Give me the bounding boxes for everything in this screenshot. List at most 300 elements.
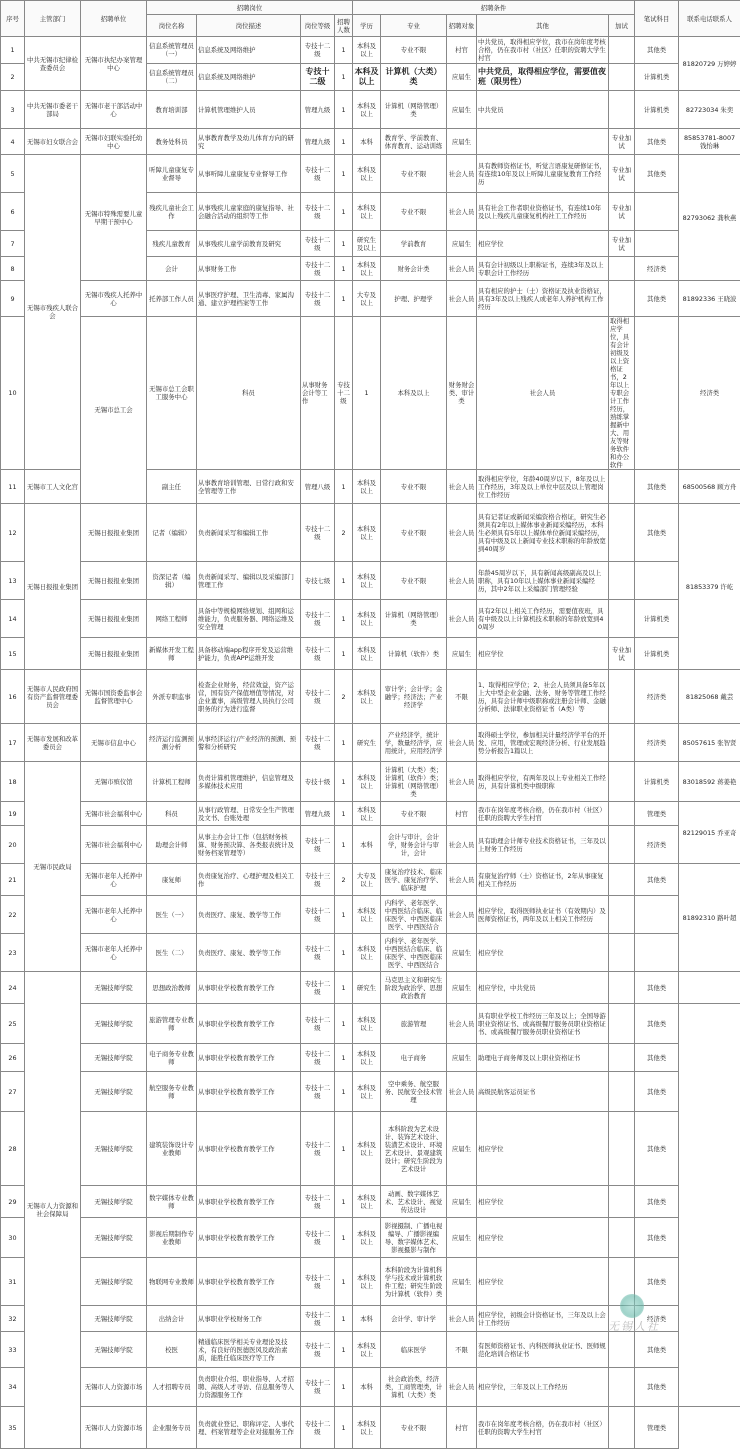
row-position-level: 专技十二级	[301, 1112, 335, 1186]
row-position-desc: 负责新闻采写、编辑以及采编部门管理工作	[197, 562, 301, 600]
row-target: 社会人员	[447, 281, 477, 317]
row-unit: 无锡市特殊需要儿童早期干预中心	[81, 155, 147, 281]
row-edu: 本科及以上	[353, 802, 381, 826]
row-exam: 计算机类	[635, 91, 679, 129]
row-seq: 33	[1, 1332, 25, 1368]
row-unit: 无锡市殡仪馆	[81, 762, 147, 802]
row-other: 取得相应学位，年龄40周岁以下，8年及以上工作经历，3年及以上单位中层及以上管理岗位工作经历	[477, 470, 609, 504]
row-dept: 无锡市人力资源和社会保障局	[25, 972, 81, 1449]
watermark	[598, 1300, 738, 1340]
row-edu: 本科及以上	[353, 37, 381, 64]
row-seq: 24	[1, 972, 25, 1004]
row-count: 1	[335, 64, 353, 91]
row-edu: 本科及以上	[353, 762, 381, 802]
row-count: 1	[335, 37, 353, 64]
row-seq: 15	[1, 638, 25, 670]
row-edu: 本科及以上	[353, 193, 381, 231]
row-position-desc: 从事职业学校教育教学工作	[197, 1112, 301, 1186]
row-other	[477, 129, 609, 155]
row-major: 专业不限	[381, 504, 447, 562]
row-position-desc: 从事财务工作	[197, 257, 301, 281]
row-count: 1	[335, 1112, 353, 1186]
row-edu: 本科及以上	[353, 64, 381, 91]
row-major: 产业经济学，统计学，数量经济学，应用统计，应用经济学	[381, 724, 447, 762]
row-other: 相应学位，取得医师执业证书（有效期内）及医师资格证书，两年及以上相关工作经历	[477, 896, 609, 934]
row-dept: 无锡市妇女联合会	[25, 129, 81, 155]
row-exam: 其他类	[635, 1186, 679, 1218]
row-position-name: 电子商务专业教师	[147, 1044, 197, 1072]
row-position-name: 记者（编辑）	[147, 504, 197, 562]
row-major: 计算机（大类）类；计算机（软件）类；计算机（网络管理）类	[381, 762, 447, 802]
row-count: 1	[335, 826, 353, 864]
table-row	[1, 802, 740, 826]
row-count: 1	[335, 1044, 353, 1072]
row-seq: 2	[1, 64, 25, 91]
row-seq: 34	[1, 1368, 25, 1407]
table-row	[1, 504, 740, 562]
row-position-desc: 从事经济运行/产业经济的预测、预警和分析研究	[197, 724, 301, 762]
row-position-name: 会计	[147, 257, 197, 281]
row-position-level: 专技十二级	[301, 155, 335, 193]
row-major: 内科学、老年医学、中西医结合临床、临床医学、中西医临床医学、中西医结合	[381, 896, 447, 934]
header-edu: 学历	[353, 15, 381, 37]
row-major: 电子商务	[381, 1044, 447, 1072]
row-count: 2	[335, 504, 353, 562]
row-other: 相应学位	[477, 1112, 609, 1186]
row-contact: 82793062 龚秋燕	[679, 155, 740, 281]
row-exam: 其他类	[635, 1004, 679, 1044]
row-extra-test	[609, 1044, 635, 1072]
row-unit: 无锡市老干部活动中心	[81, 91, 147, 129]
row-target: 村官	[447, 1407, 477, 1449]
row-other: 相应学位，三年及以上工作经历	[477, 1368, 609, 1407]
row-exam: 经济类	[635, 670, 679, 724]
row-position-level: 专技十二级	[301, 1044, 335, 1072]
row-extra-test	[609, 562, 635, 600]
row-edu: 本科及以上	[353, 562, 381, 600]
row-seq: 10	[1, 317, 25, 470]
row-position-name: 外派专职监事	[147, 670, 197, 724]
row-count: 1	[335, 129, 353, 155]
row-count: 1	[335, 896, 353, 934]
row-unit: 无锡市国资委监事会监督管理中心	[81, 670, 147, 724]
row-other: 相应学位，初级会计资格证书，三年及以上会计工作经历	[477, 1306, 609, 1332]
row-edu: 本科及以上	[353, 1407, 381, 1449]
table-row	[1, 91, 740, 129]
row-position-level: 专技十二级	[301, 1368, 335, 1407]
row-seq: 16	[1, 670, 25, 724]
row-target: 社会人员	[447, 562, 477, 600]
row-other: 有医师资格证书、内科医师执业证书、医师规范化培训合格证书	[477, 1332, 609, 1368]
row-position-name: 听障儿童康复专业督导	[147, 155, 197, 193]
row-contact: 82129015 乔亚奇	[679, 802, 740, 864]
row-target: 应届生	[447, 1112, 477, 1186]
row-position-desc: 具备移动端app程序开发及运营维护能力，负责APP运维开发	[197, 638, 301, 670]
row-count: 1	[335, 972, 353, 1004]
row-position-desc: 计算机管理维护人员	[197, 91, 301, 129]
row-position-name: 校医	[147, 1332, 197, 1368]
row-position-desc: 从事主办会计工作（包括财务核算、财务预决算、各类报表统计及财务档案管理等）	[197, 826, 301, 864]
row-exam	[635, 562, 679, 600]
row-edu: 本科及以上	[353, 638, 381, 670]
row-position-name: 影视后期制作专业教师	[147, 1218, 197, 1258]
row-exam: 管理类	[635, 1407, 679, 1449]
row-unit: 无锡市人力资源市场	[81, 1368, 147, 1407]
row-extra-test	[609, 281, 635, 317]
row-position-name: 信息系统管理员（二）	[147, 64, 197, 91]
row-other: 有康复治疗师（士）资格证书，2年从事康复相关工作经历	[477, 864, 609, 896]
row-major: 专业不限	[381, 562, 447, 600]
row-extra-test	[609, 1218, 635, 1258]
row-other: 相应学位	[477, 1258, 609, 1306]
row-other: 取得相应学位，有两年及以上专业相关工作经历，具有计算机类中级职称	[477, 762, 609, 802]
row-position-desc: 检查企业财务，经营效益，资产运营，国有资产保值增值等情况，对企业董事，高级管理人员执行公司职务的行为进行监督	[197, 670, 301, 724]
header-target: 招聘对象	[447, 15, 477, 37]
table-row	[1, 1186, 740, 1218]
row-position-level: 专技十二级	[301, 281, 335, 317]
row-unit: 无锡技师学院	[81, 1258, 147, 1306]
row-position-name: 托养部工作人员	[147, 281, 197, 317]
row-position-level: 管理九级	[301, 129, 335, 155]
row-extra-test	[609, 762, 635, 802]
table-row	[1, 724, 740, 762]
row-major: 学前教育	[381, 231, 447, 257]
header-conditions-group: 招聘条件	[353, 1, 635, 15]
row-position-desc: 从事职业学校教育教学工作	[197, 1072, 301, 1112]
row-exam: 其他类	[635, 1112, 679, 1186]
row-seq: 8	[1, 257, 25, 281]
row-major: 会计学、审计学	[381, 1306, 447, 1332]
row-major: 社会政治类，经济类，工商管理类，计算机（大类）类	[381, 1368, 447, 1407]
row-seq: 20	[1, 826, 25, 864]
row-count: 1	[335, 600, 353, 638]
row-extra-test	[609, 972, 635, 1004]
row-count: 1	[335, 193, 353, 231]
table-row	[1, 37, 740, 64]
row-contact: 85057615 张智贤	[679, 724, 740, 762]
row-position-level: 专技十二级	[301, 896, 335, 934]
row-contact: 81820729 万婷婷	[679, 37, 740, 91]
row-other: 我市在岗年度考核合格，仍在我市村（社区）任职的资聘大学生村官	[477, 802, 609, 826]
row-count: 1	[335, 762, 353, 802]
row-extra-test	[609, 1368, 635, 1407]
row-position-name: 计算机工程师	[147, 762, 197, 802]
row-target: 应届生	[447, 1186, 477, 1218]
row-seq: 19	[1, 802, 25, 826]
row-seq: 29	[1, 1186, 25, 1218]
row-target: 社会人员	[447, 470, 477, 504]
row-unit: 无锡市执纪办案管理中心	[81, 37, 147, 91]
row-other: 相应学位	[477, 231, 609, 257]
row-major: 动画、数字媒体艺术、艺术设计、视觉传达设计	[381, 1186, 447, 1218]
row-edu: 本科及以上	[353, 1258, 381, 1306]
row-major: 专业不限	[381, 37, 447, 64]
row-extra-test: 专业加试	[609, 231, 635, 257]
row-unit: 无锡日报报业集团	[81, 562, 147, 600]
row-seq: 22	[1, 896, 25, 934]
row-exam: 计算机类	[635, 64, 679, 91]
row-position-level: 专技十级	[301, 762, 335, 802]
row-extra-test	[609, 504, 635, 562]
row-position-desc: 从事残疾儿童家庭的康复指导、社会融合活动的组织等工作	[197, 193, 301, 231]
row-edu: 本科及以上	[353, 896, 381, 934]
row-unit: 无锡市妇联实验托幼中心	[81, 129, 147, 155]
row-edu: 本科及以上	[353, 1112, 381, 1186]
row-exam: 其他类	[635, 864, 679, 896]
row-count: 1	[335, 1407, 353, 1449]
row-position-desc: 从事职业学校教育教学工作	[197, 1258, 301, 1306]
row-edu: 本科	[353, 826, 381, 864]
row-position-desc: 从事残疾儿童学前教育及研究	[197, 231, 301, 257]
row-seq: 25	[1, 1004, 25, 1044]
row-target: 社会人员	[447, 864, 477, 896]
row-target: 社会人员	[477, 317, 609, 470]
row-unit: 无锡市老年人托养中心	[81, 934, 147, 972]
row-target: 村官	[447, 37, 477, 64]
row-position-name: 信息系统管理员（一）	[147, 37, 197, 64]
row-count: 1	[335, 281, 353, 317]
row-count: 1	[335, 470, 353, 504]
row-extra-test	[609, 470, 635, 504]
row-position-desc: 负责康复治疗、心理护理及相关工作	[197, 864, 301, 896]
row-exam: 其他类	[635, 1332, 679, 1368]
row-edu: 大专及以上	[353, 864, 381, 896]
row-edu: 本科及以上	[353, 1186, 381, 1218]
row-position-name: 人才招聘专员	[147, 1368, 197, 1407]
row-unit: 无锡技师学院	[81, 1218, 147, 1258]
row-seq: 7	[1, 231, 25, 257]
header-position-desc: 岗位描述	[197, 15, 301, 37]
row-seq: 35	[1, 1407, 25, 1449]
row-position-desc: 精通临床医学相关专业理论及技术，有良好的医德医风及政治素质，能胜任临床医疗等工作	[197, 1332, 301, 1368]
row-exam: 其他类	[635, 972, 679, 1004]
row-position-level: 管理九级	[301, 91, 335, 129]
row-position-desc: 从事职业学校教育教学工作	[197, 1004, 301, 1044]
row-position-desc: 负责新闻采写和编辑工作	[197, 504, 301, 562]
row-target: 社会人员	[447, 826, 477, 864]
row-extra-test: 专业加试	[609, 193, 635, 231]
header-seq: 序号	[1, 1, 25, 37]
row-count: 1	[335, 1004, 353, 1044]
row-unit: 无锡市老年人托养中心	[81, 864, 147, 896]
row-target: 应届生	[447, 91, 477, 129]
row-target: 社会人员	[447, 504, 477, 562]
row-position-name: 残疾儿童教育	[147, 231, 197, 257]
row-unit: 无锡技师学院	[81, 1112, 147, 1186]
row-exam: 其他类	[635, 1072, 679, 1112]
row-major: 财务财会类、审计类	[447, 317, 477, 470]
row-position-level: 专技十二级	[301, 257, 335, 281]
row-position-level: 专技十二级	[301, 600, 335, 638]
table-row	[1, 1368, 740, 1407]
table-row	[1, 281, 740, 317]
row-major: 旅游管理	[381, 1004, 447, 1044]
row-target: 社会人员	[447, 1306, 477, 1332]
table-row	[1, 317, 740, 470]
row-seq: 12	[1, 504, 25, 562]
row-other: 中共党员，取得相应学位，我市在岗年度考核合格，仍在我市村（社区）任职的资聘大学生村官	[477, 37, 609, 64]
row-extra-test	[609, 91, 635, 129]
row-extra-test	[609, 64, 635, 91]
row-position-desc: 从事教育培训管理、日常行政和安全管理等工作	[197, 470, 301, 504]
row-major: 计算机（大类）类	[381, 64, 447, 91]
row-seq: 5	[1, 155, 25, 193]
row-seq: 30	[1, 1218, 25, 1258]
row-count: 2	[335, 670, 353, 724]
row-extra-test	[609, 896, 635, 934]
row-edu: 本科及以上	[353, 670, 381, 724]
row-exam: 其他类	[635, 37, 679, 64]
row-contact: 68500568 顾方舟	[679, 470, 740, 504]
row-exam: 其他类	[635, 470, 679, 504]
row-count: 1	[335, 1332, 353, 1368]
row-position-name: 教育培训部	[147, 91, 197, 129]
row-edu: 本科及以上	[353, 1072, 381, 1112]
row-edu: 本科及以上	[353, 1332, 381, 1368]
row-seq: 9	[1, 281, 25, 317]
row-contact: 83018592 蒋姜艳	[679, 762, 740, 802]
row-seq: 3	[1, 91, 25, 129]
row-target: 应届生	[447, 638, 477, 670]
row-dept: 无锡市总工会	[81, 317, 147, 504]
row-extra-test: 专业加试	[609, 129, 635, 155]
row-count: 1	[335, 1306, 353, 1332]
row-other: 具有记者证或新闻采编资格合格证，研究生必须具有2年以上媒体事业新闻采编经历，本科生必须具有5年以上媒体单位新闻采编经历，具有中级及以上新闻专业技术职称的年龄放宽到40周岁	[477, 504, 609, 562]
row-position-level: 专技十三级	[301, 864, 335, 896]
row-position-name: 残疾儿童社会工作	[147, 193, 197, 231]
table-row	[1, 1218, 740, 1258]
row-edu: 本科及以上	[353, 1004, 381, 1044]
row-extra-test	[609, 864, 635, 896]
row-unit: 无锡日报报业集团	[81, 504, 147, 562]
row-position-level: 专技十二级	[301, 826, 335, 864]
row-exam	[635, 193, 679, 231]
row-other: 相应学位	[477, 638, 609, 670]
row-edu: 本科及以上	[353, 155, 381, 193]
row-exam: 其他类	[635, 1368, 679, 1407]
row-extra-test	[609, 670, 635, 724]
row-other: 具有职业学校工作经历三年及以上；全国导游职业资格证书、或高级餐厅服务员职业资格证书、或高级餐厅服务员职业资格证书	[477, 1004, 609, 1044]
row-edu: 本科及以上	[353, 504, 381, 562]
row-count: 1	[335, 562, 353, 600]
row-other: 具有2年以上相关工作经历，需要值夜班，具有中级及以上计算机技术职称的年龄放宽到40周岁	[477, 600, 609, 638]
row-count: 1	[335, 257, 353, 281]
row-position-name: 出纳会计	[147, 1306, 197, 1332]
row-target: 应届生	[447, 1218, 477, 1258]
row-major: 财务会计类	[381, 257, 447, 281]
row-edu: 本科及以上	[353, 470, 381, 504]
row-major: 教育学、学前教育、体育教育、运动训练	[381, 129, 447, 155]
row-position-desc: 从事听障儿童康复专业督导工作	[197, 155, 301, 193]
watermark-logo-icon	[620, 1294, 644, 1318]
row-position-level: 专技十二级	[301, 193, 335, 231]
row-position-name: 网络工程师	[147, 600, 197, 638]
table-row	[1, 864, 740, 896]
table-row	[1, 670, 740, 724]
table-row	[1, 762, 740, 802]
row-position-level: 专技十二级	[301, 1332, 335, 1368]
table-row	[1, 934, 740, 972]
row-unit: 无锡技师学院	[81, 1044, 147, 1072]
row-target: 应届生	[447, 231, 477, 257]
row-position-level: 管理九级	[301, 802, 335, 826]
row-position-desc: 从事教育教学及幼儿体育方向的研究	[197, 129, 301, 155]
row-count: 1	[335, 231, 353, 257]
row-position-desc: 负责就业登记、职称评定、人事代理、档案管理等企业对接服务工作	[197, 1407, 301, 1449]
row-target: 不限	[447, 1332, 477, 1368]
row-extra-test	[609, 37, 635, 64]
row-position-desc: 从事职业学校教育教学工作	[197, 972, 301, 1004]
row-major: 本科阶段为艺术设计、装饰艺术设计、装潢艺术设计、环境艺术设计、景观建筑设计；研究生阶段为艺术设计	[381, 1112, 447, 1186]
row-target: 社会人员	[447, 1072, 477, 1112]
row-edu: 研究生及以上	[353, 231, 381, 257]
row-unit: 无锡日报报业集团	[81, 638, 147, 670]
header-position-level: 岗位等级	[301, 15, 335, 37]
row-position-desc: 从事职业学校财务工作	[197, 1306, 301, 1332]
row-target: 社会人员	[447, 896, 477, 934]
row-position-level: 专技十二级	[301, 934, 335, 972]
header-position-name: 岗位名称	[147, 15, 197, 37]
table-row	[1, 1072, 740, 1112]
table-row	[1, 1112, 740, 1186]
row-target: 应届生	[447, 972, 477, 1004]
row-dept: 中共无锡市纪律检查委员会	[25, 37, 81, 91]
row-extra-test	[609, 1186, 635, 1218]
row-major: 计算机（网络管理）类	[381, 91, 447, 129]
row-edu: 本科	[353, 129, 381, 155]
row-position-desc: 从事职业学校教育教学工作	[197, 1218, 301, 1258]
row-major: 专业不限	[381, 193, 447, 231]
row-other: 具有相应的护士（士）资格证及执业资格证，具有3年及以上残疾人或老年人养护机构工作经历	[477, 281, 609, 317]
row-major: 内科学、老年医学、中西医结合临床、临床医学、中西医临床医学、中西医结合	[381, 934, 447, 972]
row-exam	[635, 896, 679, 934]
row-exam: 经济类	[679, 317, 740, 470]
row-count: 1	[335, 1368, 353, 1407]
row-position-level: 专技十二级	[301, 1407, 335, 1449]
row-seq: 18	[1, 762, 25, 802]
row-extra-test	[609, 1407, 635, 1449]
row-seq: 32	[1, 1306, 25, 1332]
row-contact: 81892310 路叶超	[679, 864, 740, 972]
row-position-name: 航空服务专业教师	[147, 1072, 197, 1112]
row-exam	[635, 934, 679, 972]
row-contact: 81825068 戴芸	[679, 670, 740, 724]
row-other: 相应学位	[477, 934, 609, 972]
row-seq: 27	[1, 1072, 25, 1112]
row-position-name: 经济运行监测预测分析	[147, 724, 197, 762]
row-unit: 无锡日报报业集团	[81, 600, 147, 638]
row-unit: 无锡技师学院	[81, 1332, 147, 1368]
row-position-name: 企业服务专员	[147, 1407, 197, 1449]
row-exam: 其他类	[635, 281, 679, 317]
row-edu: 本科及以上	[353, 91, 381, 129]
row-extra-test	[609, 724, 635, 762]
row-edu: 本科	[353, 1306, 381, 1332]
row-target: 不限	[447, 670, 477, 724]
row-exam: 其他类	[635, 1044, 679, 1072]
header-position-group: 招聘岗位	[147, 1, 353, 15]
row-extra-test	[609, 826, 635, 864]
row-other: 1、取得相应学位；2、社会人员须具备5年以上大中型企业金融、法务、财务等管理工作经历，具有会计师中级职称或注册会计师、金融分析师、法律职业资格证书（A类）等	[477, 670, 609, 724]
row-position-desc: 信息系统及网络维护	[197, 37, 301, 64]
row-position-level: 管理八级	[301, 470, 335, 504]
row-seq: 23	[1, 934, 25, 972]
header-unit: 招聘单位	[81, 1, 147, 37]
row-major: 专业不限	[381, 802, 447, 826]
row-major: 计算机（软件）类	[381, 638, 447, 670]
row-seq: 26	[1, 1044, 25, 1072]
row-position-desc: 从事职业学校教育教学工作	[197, 1186, 301, 1218]
